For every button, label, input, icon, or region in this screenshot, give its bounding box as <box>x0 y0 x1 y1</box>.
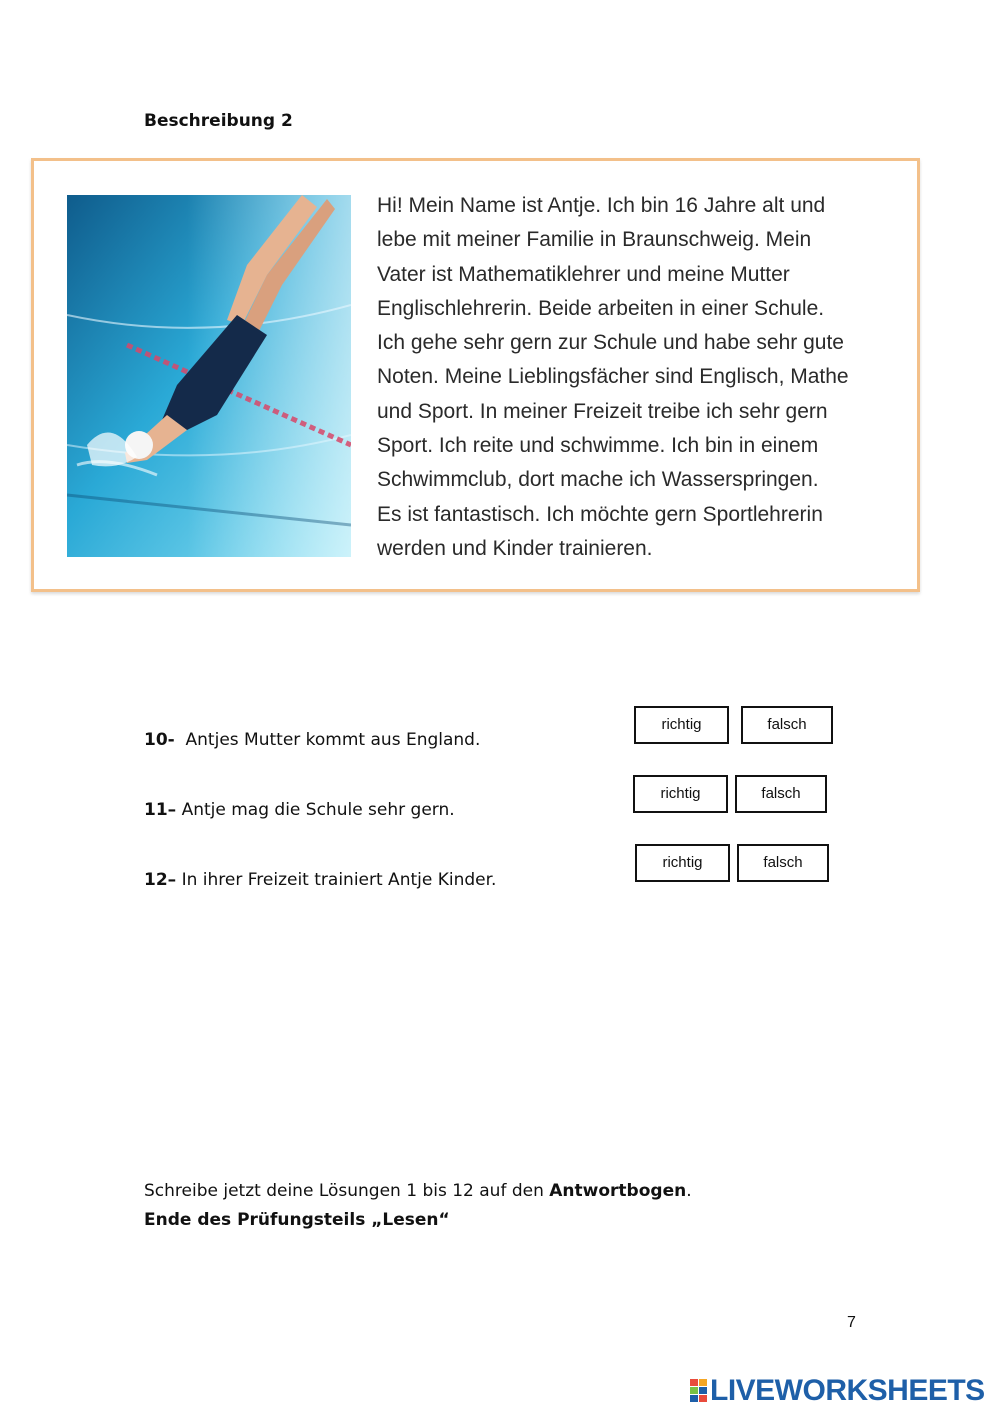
question-10-falsch-button[interactable]: falsch <box>741 706 833 744</box>
instruction-suffix: . <box>686 1181 692 1201</box>
diver-photo <box>67 195 351 557</box>
brand-name: LIVEWORKSHEETS <box>710 1374 985 1407</box>
end-note: Ende des Prüfungsteils „Lesen“ <box>144 1210 450 1230</box>
brand <box>690 1374 985 1408</box>
reading-line: Vater ist Mathematiklehrer und meine Mutter <box>377 262 790 286</box>
instruction-prefix: Schreibe jetzt deine Lösungen 1 bis 12 auf den <box>144 1181 550 1201</box>
question-10 <box>144 730 480 750</box>
question-12-richtig-button[interactable]: richtig <box>635 844 730 882</box>
reading-line: Sport. Ich reite und schwimme. Ich bin in einem <box>377 434 819 458</box>
question-number: 11– <box>144 800 177 820</box>
question-number: 12– <box>144 870 177 890</box>
section-heading: Beschreibung 2 <box>144 111 293 131</box>
question-12-falsch-button[interactable]: falsch <box>737 844 829 882</box>
reading-text-box <box>31 158 920 592</box>
reading-text <box>377 189 907 566</box>
reading-line: und Sport. In meiner Freizeit treibe ich sehr gern <box>377 399 828 423</box>
question-11-falsch-button[interactable]: falsch <box>735 775 827 813</box>
reading-line: lebe mit meiner Familie in Braunschweig. Mein <box>377 228 812 252</box>
question-11-richtig-button[interactable]: richtig <box>633 775 728 813</box>
question-number: 10- <box>144 730 175 750</box>
question-text: Antjes Mutter kommt aus England. <box>185 730 481 750</box>
question-11 <box>144 800 455 820</box>
liveworksheets-logo-icon <box>690 1379 708 1403</box>
reading-line: Ich gehe sehr gern zur Schule und habe sehr gute <box>377 331 844 355</box>
reading-line: Es ist fantastisch. Ich möchte gern Sportlehrerin <box>377 502 823 526</box>
reading-line: Englischlehrerin. Beide arbeiten in einer Schule. <box>377 296 825 320</box>
question-12 <box>144 870 496 890</box>
question-10-richtig-button[interactable]: richtig <box>634 706 729 744</box>
question-text: In ihrer Freizeit trainiert Antje Kinder. <box>181 870 497 890</box>
instruction-bold: Antwortbogen <box>549 1181 687 1201</box>
page-number: 7 <box>847 1314 856 1331</box>
reading-line: werden und Kinder trainieren. <box>377 536 653 560</box>
instruction-text <box>144 1181 692 1201</box>
question-text: Antje mag die Schule sehr gern. <box>181 800 455 820</box>
reading-line: Schwimmclub, dort mache ich Wasserspringen. <box>377 468 819 492</box>
reading-line: Noten. Meine Lieblingsfächer sind Englisch, Mathe <box>377 365 849 389</box>
reading-line: Hi! Mein Name ist Antje. Ich bin 16 Jahre alt und <box>377 194 826 217</box>
